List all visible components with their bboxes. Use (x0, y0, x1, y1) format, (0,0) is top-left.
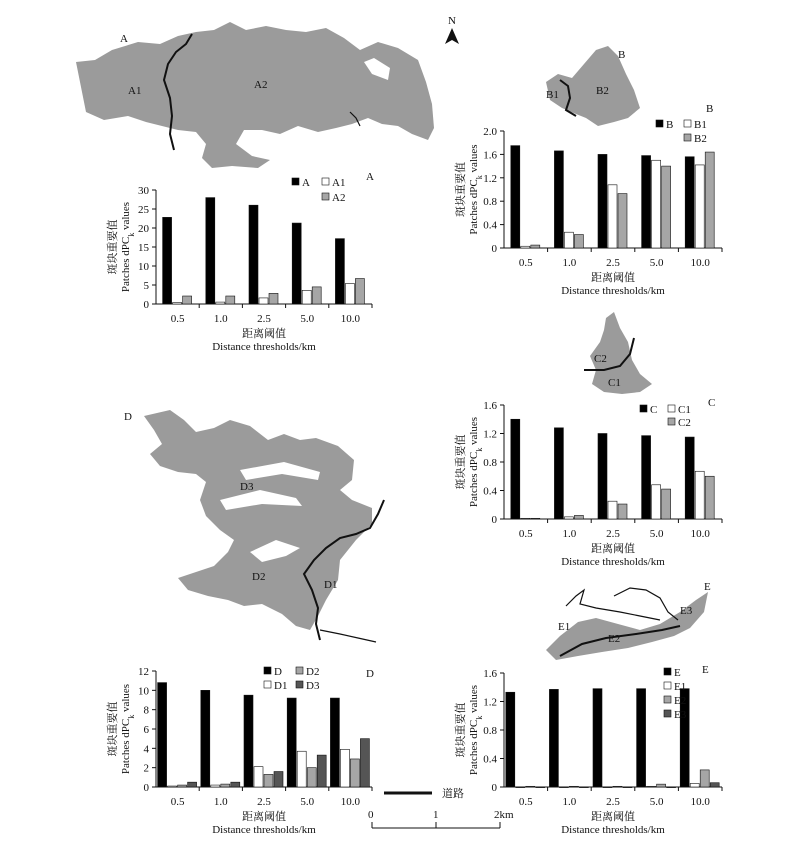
x-tick-label: 10.0 (690, 796, 710, 808)
y-tick-label: 25 (138, 204, 149, 216)
bar-b (554, 151, 563, 248)
bar-d2 (307, 768, 316, 787)
map-d-label-d2: D2 (252, 571, 266, 583)
map-e-river-2 (614, 588, 678, 620)
x-tick-label: 1.0 (562, 257, 577, 269)
legend-swatch-e1 (664, 682, 671, 689)
bar-e (593, 689, 602, 787)
map-e-river-1 (566, 590, 660, 620)
legend-swatch-d2 (296, 667, 303, 674)
legend-label-e: E (674, 667, 681, 679)
bar-c2 (705, 476, 714, 519)
x-tick-label: 5.0 (649, 528, 664, 540)
y-axis-title-en (120, 684, 136, 774)
x-tick-label: 10.0 (340, 313, 361, 325)
y-tick-label: 1.2 (483, 696, 497, 709)
map-a-label-a1: A1 (128, 85, 142, 97)
bar-c (511, 419, 520, 519)
map-c-label-c1: C1 (608, 377, 621, 389)
x-tick-label: 5.0 (649, 257, 664, 269)
bar-d1 (168, 786, 177, 787)
bar-e1 (559, 787, 568, 788)
map-d-label-d3: D3 (240, 481, 254, 493)
bar-d3 (231, 782, 240, 787)
bar-c (598, 434, 607, 520)
y-tick-label: 0.8 (483, 725, 497, 737)
y-tick-label: 5 (143, 280, 149, 292)
bar-e2 (657, 784, 666, 787)
bar-b1 (521, 246, 530, 248)
y-tick-label: 30 (138, 185, 149, 197)
y-tick-label: 2.0 (483, 126, 497, 138)
x-axis-title-cn: 距离阈值 (242, 328, 286, 340)
bar-e2 (700, 770, 709, 787)
bar-e1 (516, 787, 525, 788)
bar-e (506, 692, 515, 787)
bar-a (163, 217, 172, 304)
x-axis-title-en: Distance thresholds/km (212, 824, 316, 836)
x-tick-label: 5.0 (300, 313, 315, 325)
map-b-title: B (618, 49, 626, 61)
y-tick-label: 0.4 (483, 219, 497, 232)
bar-d (201, 690, 210, 787)
y-axis-title-cn: 斑块重要值 (107, 701, 119, 757)
y-axis-title-cn: 斑块重要值 (455, 434, 467, 490)
bar-a (249, 205, 258, 304)
bar-d3 (188, 782, 197, 787)
y-title-sub: k (474, 715, 484, 720)
map-e-title: E (704, 581, 711, 593)
legend-label-a1: A1 (332, 177, 346, 189)
bar-d (244, 695, 253, 787)
bar-b2 (574, 235, 583, 248)
y-title-main: Patches dPC (468, 179, 480, 235)
y-tick-label: 0.4 (483, 485, 497, 498)
legend-swatch-a (292, 178, 299, 185)
map-b-land (546, 46, 640, 126)
y-tick-label: 1.2 (483, 428, 497, 441)
bar-b (511, 146, 520, 248)
bar-c1 (608, 501, 617, 519)
x-tick-label: 1.0 (562, 528, 577, 540)
y-title-tail: values (468, 684, 480, 716)
map-b (546, 46, 640, 126)
x-tick-label: 5.0 (649, 796, 664, 808)
scale-label-0: 0 (368, 809, 374, 821)
x-tick-label: 10.0 (690, 528, 710, 540)
bar-e2 (526, 786, 535, 787)
y-tick-label: 0 (491, 243, 497, 255)
map-e-label-e3: E3 (680, 605, 693, 617)
bar-a1 (173, 302, 182, 304)
map-d-label-d1: D1 (324, 579, 338, 591)
bar-b1 (608, 185, 617, 248)
x-axis-title-en: Distance thresholds/km (561, 556, 665, 568)
bar-c1 (564, 517, 573, 519)
y-tick-label: 4 (143, 743, 149, 756)
y-title-main: Patches dPC (468, 451, 480, 508)
x-axis-title-cn: 距离阈值 (591, 811, 635, 823)
x-tick-label: 0.5 (518, 528, 533, 540)
bar-a2 (183, 296, 192, 304)
bar-a2 (226, 296, 235, 304)
legend-label-d2: D2 (306, 666, 320, 678)
legend-swatch-a2 (322, 193, 329, 200)
x-tick-label: 2.5 (606, 796, 620, 808)
bar-b (642, 156, 651, 248)
y-tick-label: 20 (138, 223, 149, 235)
x-tick-label: 0.5 (170, 796, 185, 808)
y-title-tail: values (468, 144, 480, 176)
x-tick-label: 0.5 (170, 313, 185, 325)
chart-title: C (708, 397, 716, 409)
bar-c (642, 436, 651, 519)
map-c (584, 312, 652, 394)
x-axis-title-en: Distance thresholds/km (561, 824, 665, 836)
bar-c1 (652, 485, 661, 519)
chart-title: A (366, 171, 374, 183)
bar-a1 (345, 283, 354, 304)
bar-a2 (312, 287, 321, 304)
bar-e2 (613, 786, 622, 787)
y-title-tail: values (120, 201, 132, 233)
bar-a1 (216, 302, 225, 304)
y-tick-label: 0.8 (483, 457, 497, 469)
legend-label-b: B (666, 119, 674, 131)
chart-legend (640, 404, 691, 429)
chart-legend (264, 666, 320, 692)
legend-swatch-d3 (296, 681, 303, 688)
y-tick-label: 1.6 (483, 400, 497, 412)
legend-label-b2: B2 (694, 133, 707, 145)
x-tick-label: 2.5 (606, 257, 620, 269)
bar-c2 (618, 504, 627, 519)
legend-label-a: A (302, 177, 310, 189)
y-tick-label: 0 (491, 514, 497, 526)
chart-c (453, 397, 722, 568)
legend-label-c2: C2 (678, 417, 691, 429)
bar-e3 (710, 783, 719, 787)
bar-c (554, 428, 563, 519)
y-title-sub: k (126, 714, 136, 719)
map-b-label-b2: B2 (596, 85, 609, 97)
map-e (546, 581, 711, 660)
legend-swatch-b (656, 120, 663, 127)
x-tick-label: 2.5 (257, 796, 271, 808)
legend-swatch-b2 (684, 134, 691, 141)
bar-d (287, 698, 296, 787)
bar-d1 (254, 767, 263, 787)
y-tick-label: 12 (138, 666, 149, 678)
map-a (76, 22, 434, 168)
y-axis-title-en (120, 202, 136, 292)
x-axis-title-cn: 距离阈值 (591, 272, 635, 284)
bar-d2 (221, 784, 230, 787)
y-axis-title-cn: 斑块重要值 (107, 219, 119, 275)
y-tick-label: 0.4 (483, 753, 497, 766)
map-d (124, 410, 384, 642)
scale-bar (368, 809, 514, 828)
x-tick-label: 0.5 (518, 796, 533, 808)
legend-swatch-b1 (684, 120, 691, 127)
y-title-sub: k (474, 175, 484, 180)
legend-swatch-a1 (322, 178, 329, 185)
bar-b (685, 157, 694, 248)
y-tick-label: 10 (138, 685, 149, 698)
x-tick-label: 10.0 (340, 796, 361, 808)
x-tick-label: 1.0 (213, 313, 228, 325)
bar-d2 (178, 785, 187, 787)
bar-e (549, 689, 558, 787)
bar-e3 (623, 787, 632, 788)
legend-swatch-e3 (664, 710, 671, 717)
x-tick-label: 5.0 (300, 796, 315, 808)
y-tick-label: 0 (491, 782, 497, 794)
bar-e1 (603, 787, 612, 788)
y-axis-title-en (468, 144, 484, 234)
bar-b2 (705, 152, 714, 248)
map-d-river (320, 630, 376, 642)
chart-title: E (702, 664, 709, 676)
legend-label-d1: D1 (274, 680, 288, 692)
bar-d3 (360, 739, 369, 787)
north-arrow-icon (445, 28, 459, 44)
legend-label-d: D (274, 666, 282, 678)
bar-e (637, 689, 646, 787)
bar-b2 (531, 245, 540, 248)
legend-label-c1: C1 (678, 404, 691, 416)
legend-swatch-c1 (668, 405, 675, 412)
x-tick-label: 2.5 (257, 313, 271, 325)
y-tick-label: 1.2 (483, 172, 497, 185)
bar-d2 (350, 759, 359, 787)
bar-d3 (274, 772, 283, 787)
y-title-sub: k (474, 447, 484, 452)
bar-d1 (297, 751, 306, 787)
x-axis-title-cn: 距离阈值 (242, 811, 286, 823)
map-d-land (144, 410, 372, 630)
y-title-main: Patches dPC (120, 236, 132, 293)
bar-c2 (574, 515, 583, 519)
x-tick-label: 2.5 (606, 528, 620, 540)
bar-b (598, 154, 607, 248)
legend-swatch-d (264, 667, 271, 674)
bar-b2 (618, 194, 627, 248)
chart-legend (656, 119, 707, 145)
y-title-tail: values (120, 683, 132, 715)
bar-d1 (211, 785, 220, 787)
bar-d (330, 698, 339, 787)
y-tick-label: 0 (143, 782, 149, 794)
bar-b2 (662, 166, 671, 248)
bar-a (292, 223, 301, 304)
chart-a (105, 171, 374, 353)
y-axis-title-en (468, 417, 484, 507)
chart-legend (292, 177, 345, 204)
map-e-label-e1: E1 (558, 621, 571, 633)
legend-label-a2: A2 (332, 192, 346, 204)
scale-label-1: 1 (433, 809, 439, 821)
x-tick-label: 0.5 (518, 257, 533, 269)
y-title-main: Patches dPC (468, 719, 480, 776)
bar-c2 (662, 489, 671, 519)
bar-e3 (667, 787, 676, 788)
chart-title: D (366, 668, 374, 680)
north-arrow-letter: N (448, 15, 456, 27)
x-tick-label: 1.0 (213, 796, 228, 808)
y-tick-label: 10 (138, 261, 149, 273)
bar-d (158, 683, 167, 787)
bar-e2 (569, 786, 578, 787)
map-b-label-b1: B1 (546, 89, 559, 101)
scale-label-2: 2km (494, 809, 514, 821)
bar-b1 (695, 165, 704, 248)
bar-b1 (652, 160, 661, 248)
legend-swatch-e2 (664, 696, 671, 703)
bar-d3 (317, 755, 326, 787)
legend-label-e1: E1 (674, 681, 687, 693)
bar-d2 (264, 774, 273, 787)
x-tick-label: 10.0 (690, 257, 710, 269)
y-axis-title-cn: 斑块重要值 (455, 702, 467, 758)
y-tick-label: 6 (143, 724, 149, 736)
bar-c1 (695, 471, 704, 519)
bar-e1 (690, 783, 699, 787)
bar-a2 (355, 279, 364, 304)
x-tick-label: 1.0 (562, 796, 577, 808)
y-tick-label: 8 (143, 704, 149, 717)
x-axis-title-en: Distance thresholds/km (212, 341, 316, 353)
bar-a2 (269, 293, 278, 304)
map-a-label-a2: A2 (254, 79, 268, 91)
legend-label-e3: E3 (674, 709, 687, 721)
map-c-label-c2: C2 (594, 353, 607, 365)
legend-swatch-e (664, 668, 671, 675)
map-d-title: D (124, 411, 132, 423)
bar-e1 (647, 786, 656, 787)
chart-b (453, 103, 722, 297)
legend-swatch-c (640, 405, 647, 412)
legend-label-e2: E2 (674, 695, 687, 707)
y-axis-title-en (468, 685, 484, 775)
y-tick-label: 0 (143, 299, 149, 311)
bar-c (685, 437, 694, 519)
legend-swatch-d1 (264, 681, 271, 688)
bar-a (335, 239, 344, 304)
x-axis-title-en: Distance thresholds/km (561, 285, 665, 297)
y-title-tail: values (468, 416, 480, 448)
y-axis-title-cn: 斑块重要值 (455, 162, 467, 217)
bar-e3 (536, 787, 545, 788)
y-tick-label: 1.6 (483, 668, 497, 680)
y-tick-label: 1.6 (483, 149, 497, 162)
y-tick-label: 15 (138, 242, 149, 254)
y-tick-label: 0.8 (483, 196, 497, 209)
x-axis-title-cn: 距离阈值 (591, 543, 635, 555)
bar-c1 (521, 518, 530, 519)
chart-d (105, 666, 374, 836)
y-title-sub: k (126, 232, 136, 237)
chart-title: B (706, 103, 714, 115)
bar-a (206, 198, 215, 304)
legend-label-d3: D3 (306, 680, 320, 692)
legend-label-b1: B1 (694, 119, 707, 131)
map-e-label-e2: E2 (608, 633, 621, 645)
bar-a1 (259, 298, 268, 304)
north-arrow (445, 15, 459, 44)
legend-label-c: C (650, 404, 658, 416)
y-title-main: Patches dPC (120, 718, 132, 775)
road-legend-label: 道路 (442, 788, 464, 800)
map-a-title: A (120, 33, 128, 45)
bar-e3 (579, 787, 588, 788)
y-tick-label: 2 (143, 762, 149, 775)
legend-swatch-c2 (668, 418, 675, 425)
bar-d1 (340, 749, 349, 787)
bar-b1 (564, 232, 573, 248)
bar-c2 (531, 518, 540, 519)
bar-a1 (302, 290, 311, 304)
